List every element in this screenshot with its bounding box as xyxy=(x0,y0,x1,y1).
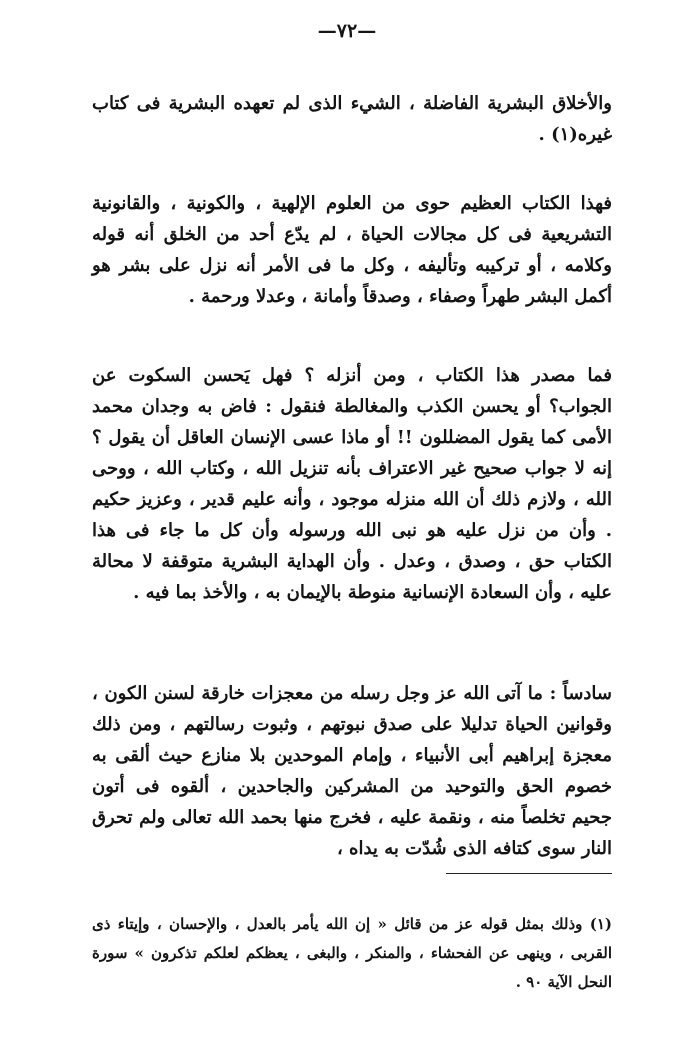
paragraph-3: فما مصدر هذا الكتاب ، ومن أنزله ؟ فهل يَحسن السكوت عن الجواب؟ أو يحسن الكذب والمغالطة فنقول : فاض به وجدان محمد الأمى كما يقول المضللون !! أو ماذا عسى الإنسان العاقل أن يقول ؟ إنه لا جواب صحيح غير الاعتراف بأنه تنزيل الله ، وكتاب الله ، ووحى الله ، ولازم ذلك أن الله منزله موجود ، وأنه عليم قدير ، وعزيز حكيم . وأن من نزل عليه هو نبى الله ورسوله وأن كل ما جاء فى هذا الكتاب حق ، وصدق ، وعدل . وأن الهداية البشرية متوقفة لا محالة عليه ، وأن السعادة الإنسانية منوطة بالإيمان به ، والأخذ بما فيه . xyxy=(92,365,612,603)
page-number: —٧٢— xyxy=(317,20,377,42)
footnote-divider xyxy=(446,873,612,874)
paragraph-2: فهذا الكتاب العظيم حوى من العلوم الإلهية ، والكونية ، والقانونية التشريعية فى كل مجالات الحياة ، لم يدّع أحد من الخلق أنه قوله وكلامه ، أو تركيبه وتأليفه ، وكل ما فى الأمر أنه نزل على بشر هو أكمل البشر طهراً وصفاء ، وصدقاً وأمانة ، وعدلا ورحمة . xyxy=(92,193,612,307)
paragraph-4: سادساً : ما آتى الله عز وجل رسله من معجزات خارقة لسنن الكون ، وقوانين الحياة تدليلا على صدق نبوتهم ، وثبوت رسالتهم ، ومن ذلك معجزة إبراهيم أبى الأنبياء ، وإمام الموحدين بلا منازع حيث ألقى به خصوم الحق والتوحيد من المشركين والجاحدين ، ألقوه فى أتون جحيم تخلصاً منه ، ونقمة عليه ، فخرج منها بحمد الله تعالى ولم تحرق النار سوى كتافه الذى شُدّت به يداه ، xyxy=(92,683,612,859)
footnote: (١) وذلك بمثل قوله عز من قائل « إن الله يأمر بالعدل ، والإحسان ، وإيتاء ذى القربى ، وينهى عن الفحشاء ، والمنكر ، والبغى ، يعظكم لعلكم تذكرون » سورة النحل الآية ٩٠ . xyxy=(92,915,612,991)
paragraph-1: والأخلاق البشرية الفاضلة ، الشيء الذى لم تعهده البشرية فى كتاب غيره(١) . xyxy=(92,93,612,145)
